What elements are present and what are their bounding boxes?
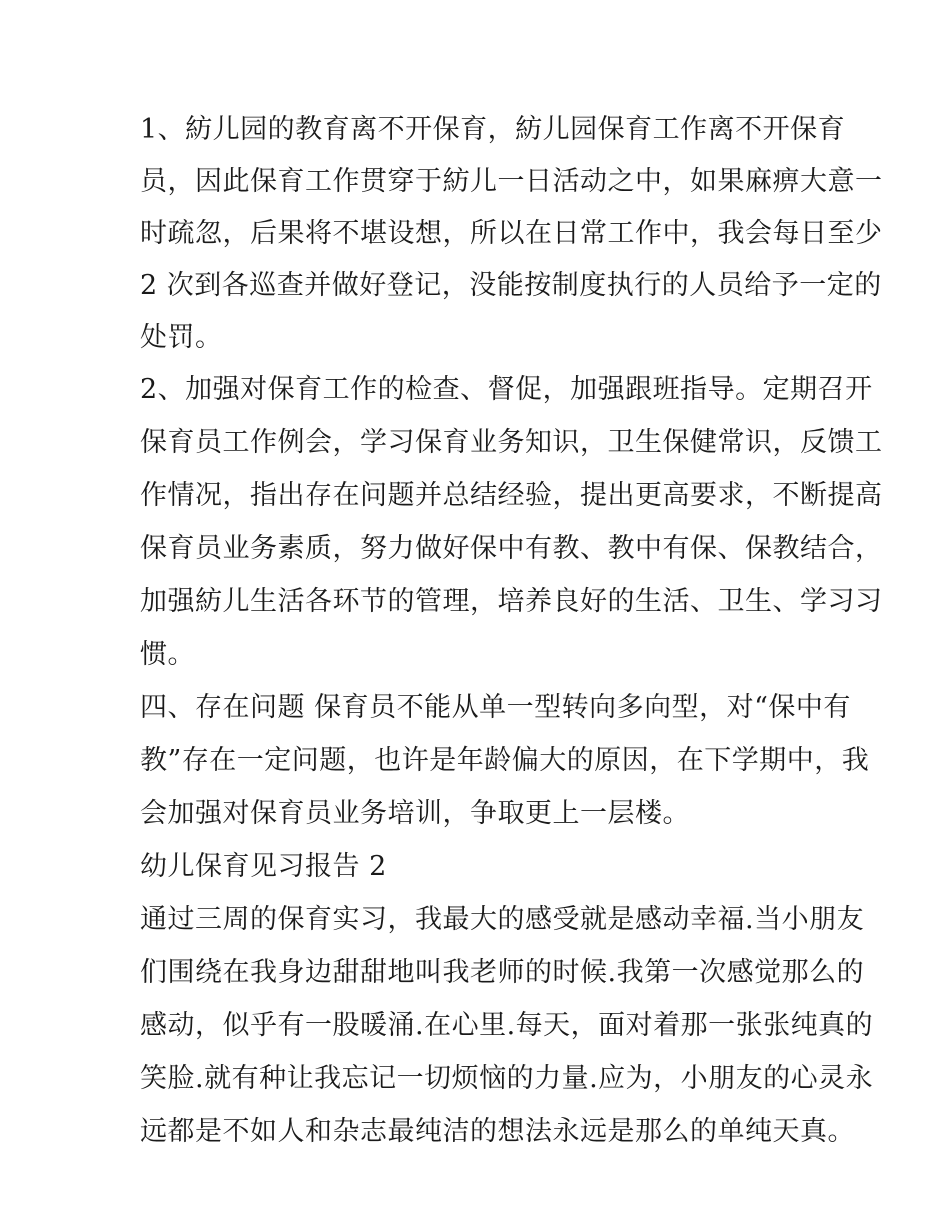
text-line: 惯。 (140, 639, 195, 670)
text-line: 员，因此保育工作贯穿于紡儿一日活动之中，如果麻痹大意一 (140, 166, 883, 197)
text-line: 感动，似乎有一股暖涌.在心里.每天，面对着那一张张纯真的 (140, 1010, 874, 1041)
text-line: 加强紡儿生活各环节的管理，培养良好的生活、卫生、学习习 (140, 586, 883, 617)
text-line: 笑脸.就有种让我忘记一切烦恼的力量.应为，小朋友的心灵永 (140, 1063, 874, 1094)
text-line: 作情况，指出存在问题并总结经验，提出更高要求，不断提高 (140, 480, 883, 511)
text-line: 保育员工作例会，学习保育业务知识，卫生保健常识，反馈工 (140, 427, 883, 458)
text-line: 远都是不如人和杂志最纯洁的想法永远是那么的单纯天真。 (140, 1116, 855, 1147)
text-line: 2、加强对保育工作的检查、督促，加强跟班指导。定期召开 (140, 374, 873, 405)
text-line: 四、存在问题 保育员不能从单一型转向多向型，对“保中有 (140, 692, 851, 723)
text-line: 1、紡儿园的教育离不开保育，紡儿园保育工作离不开保育 (140, 114, 846, 145)
text-line: 处罚。 (140, 322, 223, 353)
text-line: 2 次到各巡查并做好登记，没能按制度执行的人员给予一定的 (140, 270, 882, 301)
text-line: 会加强对保育员业务培训，争取更上一层楼。 (140, 798, 690, 829)
section-heading: 幼儿保育见习报告 2 (140, 851, 387, 882)
text-line: 时疏忽，后果将不堪设想，所以在日常工作中，我会每日至少 (140, 218, 883, 249)
text-line: 保育员业务素质，努力做好保中有教、教中有保、保教结合， (140, 533, 883, 564)
text-line: 们围绕在我身边甜甜地叫我老师的时候.我第一次感觉那么的 (140, 957, 865, 988)
text-line: 教”存在一定问题，也许是年龄偏大的原因，在下学期中，我 (140, 745, 870, 776)
text-line: 通过三周的保育实习，我最大的感受就是感动幸福.当小朋友 (140, 904, 865, 935)
